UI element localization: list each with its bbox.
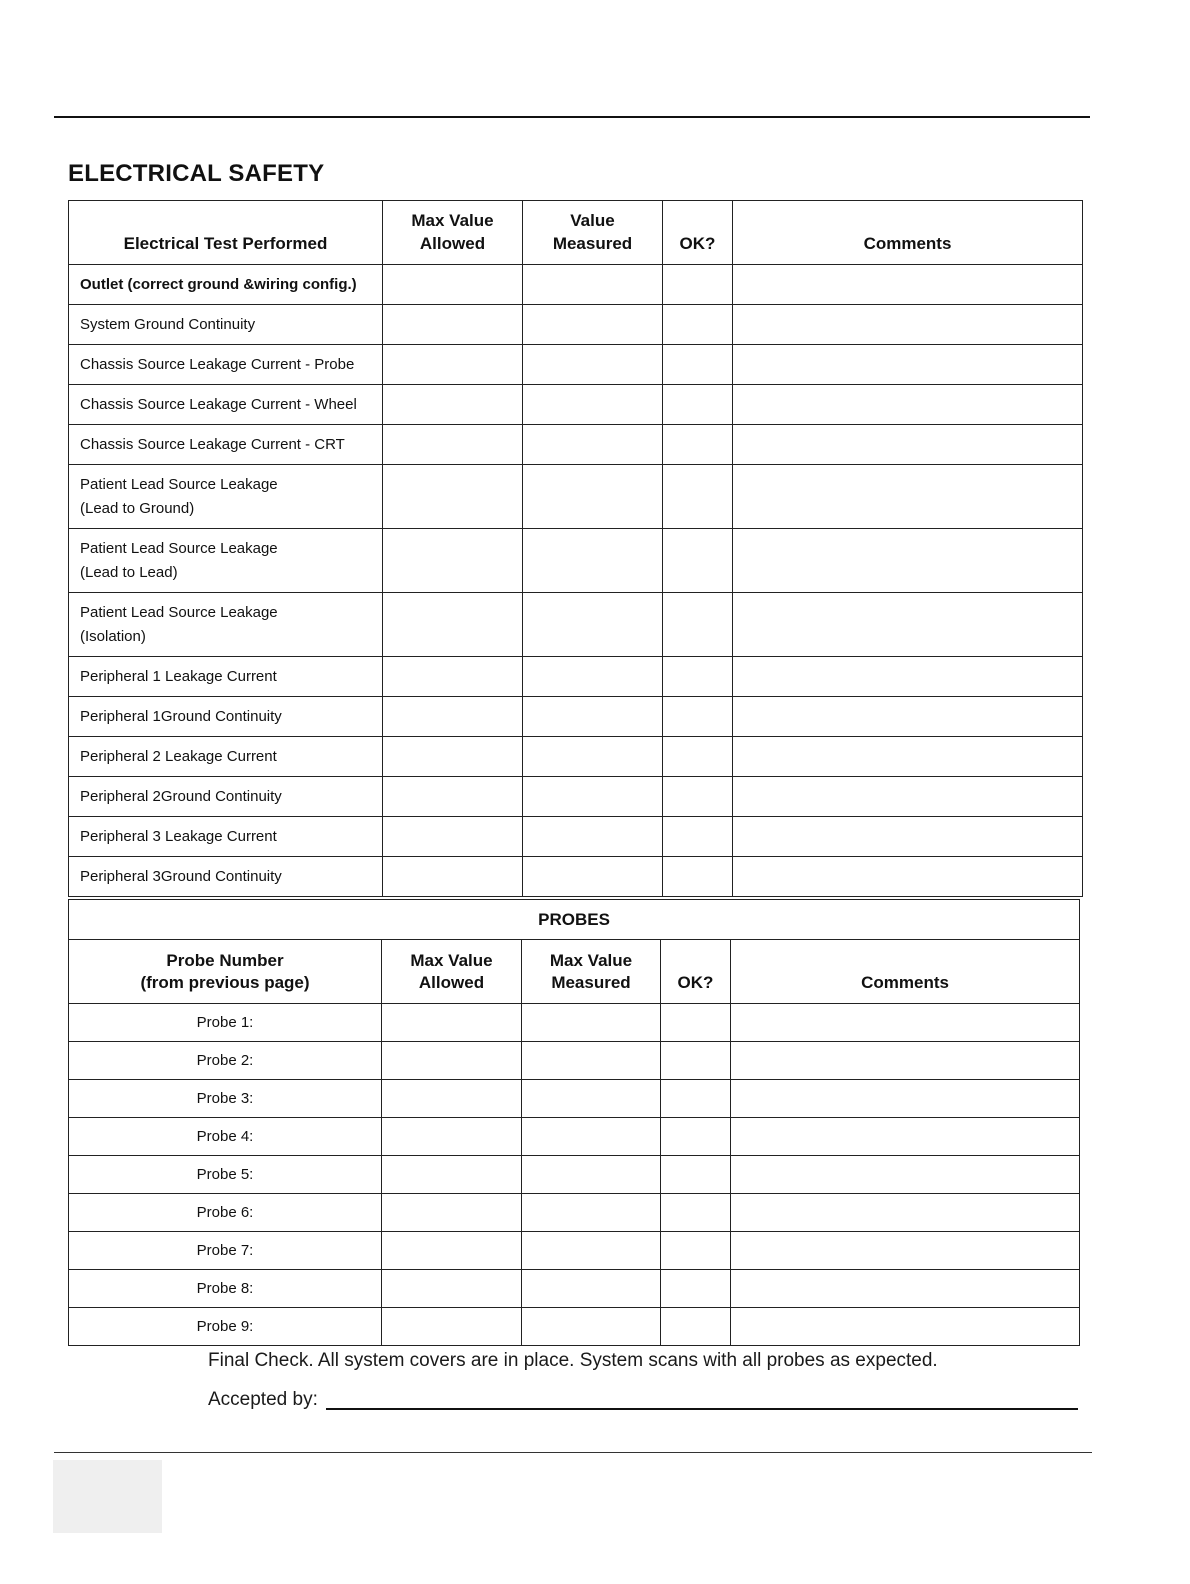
probe-comments-cell[interactable]: [731, 1156, 1080, 1194]
probe-max-value-cell[interactable]: [382, 1156, 522, 1194]
ok-cell[interactable]: [663, 385, 733, 425]
probe-max-measured-cell[interactable]: [522, 1118, 661, 1156]
value-measured-cell[interactable]: [523, 425, 663, 465]
comments-cell[interactable]: [733, 465, 1083, 529]
col-header-comments: Comments: [733, 201, 1083, 265]
probe-max-value-cell[interactable]: [382, 1270, 522, 1308]
probe-max-value-cell[interactable]: [382, 1308, 522, 1346]
probe-row: [69, 1042, 1080, 1080]
test-name-line: System Ground Continuity: [80, 315, 256, 333]
footer-rule: [54, 1452, 1092, 1453]
probe-number-cell: Probe 7:: [69, 1232, 382, 1270]
test-name-line: Patient Lead Source Leakage: [80, 603, 278, 621]
max-value-cell[interactable]: [383, 857, 523, 897]
header-rule: [54, 116, 1090, 118]
value-measured-cell[interactable]: [523, 305, 663, 345]
test-name-line: Peripheral 1 Leakage Current: [80, 667, 277, 685]
test-name-cell: [69, 345, 383, 385]
probe-ok-cell[interactable]: [661, 1308, 731, 1346]
probes-section-title: PROBES: [69, 900, 1080, 940]
comments-cell[interactable]: [733, 529, 1083, 593]
max-value-cell[interactable]: [383, 385, 523, 425]
max-value-cell[interactable]: [383, 425, 523, 465]
electrical-test-row: [69, 737, 1083, 777]
probe-comments-cell[interactable]: [731, 1080, 1080, 1118]
ok-cell[interactable]: [663, 265, 733, 305]
electrical-test-row: [69, 857, 1083, 897]
comments-cell[interactable]: [733, 697, 1083, 737]
probe-comments-cell[interactable]: [731, 1042, 1080, 1080]
test-name-cell: [69, 425, 383, 465]
value-measured-cell[interactable]: [523, 857, 663, 897]
test-name-cell: [69, 737, 383, 777]
probe-row: [69, 1194, 1080, 1232]
comments-cell[interactable]: [733, 345, 1083, 385]
probe-row: [69, 1080, 1080, 1118]
max-value-cell[interactable]: [383, 305, 523, 345]
col-header-probe-max-measured: Max Value Measured: [522, 940, 661, 1004]
test-name-cell: [69, 657, 383, 697]
col-header-ok: OK?: [663, 201, 733, 265]
max-value-cell[interactable]: [383, 345, 523, 385]
probe-ok-cell[interactable]: [661, 1270, 731, 1308]
col-header-probe-max-value: Max Value Allowed: [382, 940, 522, 1004]
col-header-max-value: Max Value Allowed: [383, 201, 523, 265]
ok-cell[interactable]: [663, 857, 733, 897]
probe-max-value-cell[interactable]: [382, 1004, 522, 1042]
probe-comments-cell[interactable]: [731, 1270, 1080, 1308]
col-header-test: Electrical Test Performed: [69, 201, 383, 265]
probe-ok-cell[interactable]: [661, 1156, 731, 1194]
test-name-line: Patient Lead Source Leakage: [80, 475, 278, 493]
comments-cell[interactable]: [733, 857, 1083, 897]
probe-max-measured-cell[interactable]: [522, 1080, 661, 1118]
probe-max-measured-cell[interactable]: [522, 1232, 661, 1270]
probe-ok-cell[interactable]: [661, 1232, 731, 1270]
comments-cell[interactable]: [733, 305, 1083, 345]
comments-cell[interactable]: [733, 425, 1083, 465]
test-name-subline: (Lead to Ground): [80, 499, 195, 517]
test-name-line: Peripheral 1Ground Continuity: [80, 707, 282, 725]
max-value-cell[interactable]: [383, 529, 523, 593]
test-name-cell: [69, 465, 383, 529]
ok-cell[interactable]: [663, 305, 733, 345]
footer-page-box: [53, 1460, 162, 1533]
col-header-probe-comments: Comments: [731, 940, 1080, 1004]
probe-max-value-cell[interactable]: [382, 1232, 522, 1270]
electrical-test-row: [69, 305, 1083, 345]
accepted-by-label: Accepted by:: [208, 1389, 318, 1410]
page-title: ELECTRICAL SAFETY: [68, 160, 325, 187]
probe-max-value-cell[interactable]: [382, 1194, 522, 1232]
probe-comments-cell[interactable]: [731, 1004, 1080, 1042]
comments-cell[interactable]: [733, 777, 1083, 817]
ok-cell[interactable]: [663, 345, 733, 385]
probe-max-measured-cell[interactable]: [522, 1004, 661, 1042]
ok-cell[interactable]: [663, 817, 733, 857]
electrical-test-row: [69, 425, 1083, 465]
max-value-cell[interactable]: [383, 265, 523, 305]
probe-number-cell: Probe 3:: [69, 1080, 382, 1118]
test-name-subline: (Lead to Lead): [80, 563, 178, 581]
test-name-cell: [69, 777, 383, 817]
max-value-cell[interactable]: [383, 777, 523, 817]
probe-number-cell: Probe 2:: [69, 1042, 382, 1080]
col-header-probe-number: Probe Number (from previous page): [69, 940, 382, 1004]
test-name-cell: [69, 593, 383, 657]
probe-comments-cell[interactable]: [731, 1118, 1080, 1156]
probe-comments-cell[interactable]: [731, 1232, 1080, 1270]
probe-comments-cell[interactable]: [731, 1308, 1080, 1346]
test-name-cell: [69, 265, 383, 305]
probe-number-cell: Probe 4:: [69, 1118, 382, 1156]
probe-max-measured-cell[interactable]: [522, 1156, 661, 1194]
max-value-cell[interactable]: [383, 465, 523, 529]
ok-cell[interactable]: [663, 465, 733, 529]
test-name-line: Patient Lead Source Leakage: [80, 539, 278, 557]
probe-max-value-cell[interactable]: [382, 1118, 522, 1156]
probe-ok-cell[interactable]: [661, 1080, 731, 1118]
comments-cell[interactable]: [733, 385, 1083, 425]
value-measured-cell[interactable]: [523, 529, 663, 593]
probe-number-cell: Probe 9:: [69, 1308, 382, 1346]
ok-cell[interactable]: [663, 657, 733, 697]
electrical-test-row: [69, 529, 1083, 593]
probe-number-cell: Probe 1:: [69, 1004, 382, 1042]
comments-cell[interactable]: [733, 265, 1083, 305]
probe-row: [69, 1004, 1080, 1042]
electrical-header-row: [69, 201, 1083, 265]
test-name-cell: [69, 857, 383, 897]
electrical-test-row: [69, 593, 1083, 657]
probe-ok-cell[interactable]: [661, 1194, 731, 1232]
probes-table: [68, 899, 1080, 1346]
probe-max-measured-cell[interactable]: [522, 1270, 661, 1308]
test-name-subline: (Isolation): [80, 627, 146, 645]
value-measured-cell[interactable]: [523, 385, 663, 425]
test-name-line: Chassis Source Leakage Current - CRT: [80, 435, 345, 453]
test-name-cell: [69, 817, 383, 857]
probe-max-measured-cell[interactable]: [522, 1308, 661, 1346]
probe-max-measured-cell[interactable]: [522, 1194, 661, 1232]
probe-row: [69, 1308, 1080, 1346]
probe-ok-cell[interactable]: [661, 1118, 731, 1156]
electrical-safety-table: [68, 200, 1083, 897]
probe-row: [69, 1232, 1080, 1270]
ok-cell[interactable]: [663, 737, 733, 777]
comments-cell[interactable]: [733, 737, 1083, 777]
probe-number-cell: Probe 8:: [69, 1270, 382, 1308]
electrical-test-row: [69, 657, 1083, 697]
probe-ok-cell[interactable]: [661, 1004, 731, 1042]
electrical-test-row: [69, 777, 1083, 817]
test-name-cell: [69, 697, 383, 737]
electrical-test-row: [69, 817, 1083, 857]
probes-header-row: [69, 940, 1080, 1004]
ok-cell[interactable]: [663, 529, 733, 593]
electrical-test-row: [69, 265, 1083, 305]
test-name-line: Chassis Source Leakage Current - Wheel: [80, 395, 357, 413]
value-measured-cell[interactable]: [523, 697, 663, 737]
comments-cell[interactable]: [733, 657, 1083, 697]
probe-max-measured-cell[interactable]: [522, 1042, 661, 1080]
value-measured-cell[interactable]: [523, 737, 663, 777]
test-name-line: Chassis Source Leakage Current - Probe: [80, 355, 355, 373]
value-measured-cell[interactable]: [523, 593, 663, 657]
probe-row: [69, 1118, 1080, 1156]
probe-comments-cell[interactable]: [731, 1194, 1080, 1232]
final-check-text: Final Check. All system covers are in place. System scans with all probes as expected.: [208, 1350, 938, 1371]
probe-max-value-cell[interactable]: [382, 1042, 522, 1080]
test-name-line: Peripheral 3Ground Continuity: [80, 867, 282, 885]
max-value-cell[interactable]: [383, 817, 523, 857]
value-measured-cell[interactable]: [523, 265, 663, 305]
probe-max-value-cell[interactable]: [382, 1080, 522, 1118]
ok-cell[interactable]: [663, 425, 733, 465]
test-name-cell: [69, 385, 383, 425]
probe-number-cell: Probe 5:: [69, 1156, 382, 1194]
accepted-by-signature-line[interactable]: [326, 1408, 1078, 1410]
comments-cell[interactable]: [733, 817, 1083, 857]
probe-ok-cell[interactable]: [661, 1042, 731, 1080]
max-value-cell[interactable]: [383, 657, 523, 697]
value-measured-cell[interactable]: [523, 817, 663, 857]
test-name-line: Peripheral 2 Leakage Current: [80, 747, 277, 765]
test-name-cell: [69, 305, 383, 345]
col-header-value-measured: Value Measured: [523, 201, 663, 265]
electrical-test-row: [69, 697, 1083, 737]
ok-cell[interactable]: [663, 593, 733, 657]
probes-section-row: [69, 900, 1080, 940]
value-measured-cell[interactable]: [523, 657, 663, 697]
ok-cell[interactable]: [663, 697, 733, 737]
probe-row: [69, 1270, 1080, 1308]
col-header-probe-ok: OK?: [661, 940, 731, 1004]
test-name-line: Outlet (correct ground &wiring config.): [80, 275, 357, 293]
electrical-test-row: [69, 345, 1083, 385]
value-measured-cell[interactable]: [523, 777, 663, 817]
value-measured-cell[interactable]: [523, 465, 663, 529]
test-name-line: Peripheral 3 Leakage Current: [80, 827, 277, 845]
max-value-cell[interactable]: [383, 697, 523, 737]
ok-cell[interactable]: [663, 777, 733, 817]
electrical-test-row: [69, 465, 1083, 529]
test-name-line: Peripheral 2Ground Continuity: [80, 787, 282, 805]
max-value-cell[interactable]: [383, 737, 523, 777]
electrical-test-row: [69, 385, 1083, 425]
value-measured-cell[interactable]: [523, 345, 663, 385]
comments-cell[interactable]: [733, 593, 1083, 657]
probe-number-cell: Probe 6:: [69, 1194, 382, 1232]
max-value-cell[interactable]: [383, 593, 523, 657]
probe-row: [69, 1156, 1080, 1194]
test-name-cell: [69, 529, 383, 593]
